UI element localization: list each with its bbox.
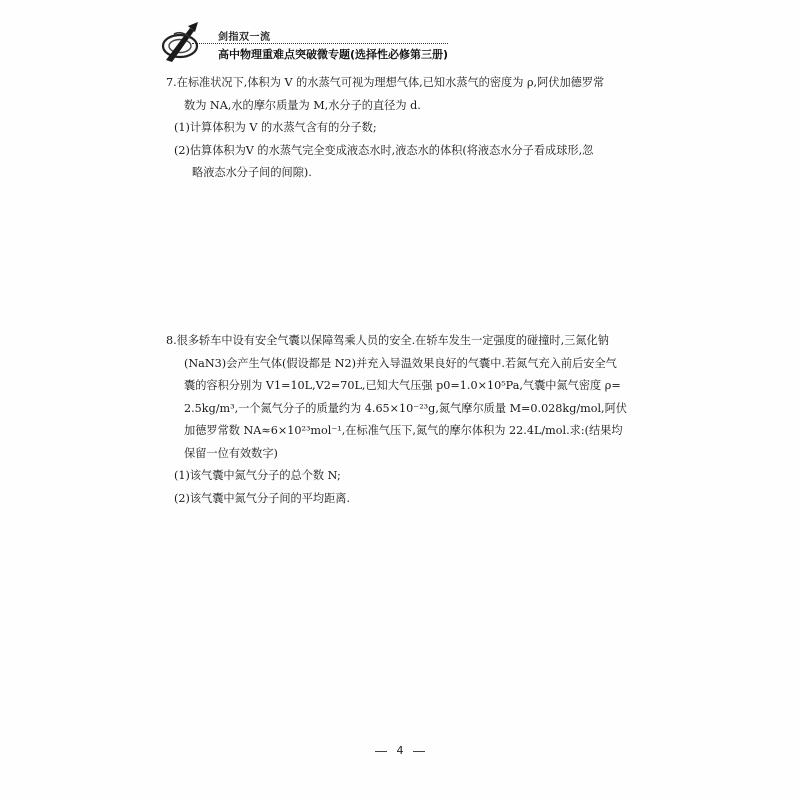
question-8-line-6: 保留一位有效数字) xyxy=(184,446,278,460)
page-header xyxy=(160,20,450,70)
page-footer xyxy=(0,744,800,757)
question-7 xyxy=(166,72,636,185)
page-number: 4 xyxy=(396,744,404,757)
question-7-part-1: (1)计算体积为 V 的水蒸气含有的分子数; xyxy=(174,121,377,134)
question-8-line-2: (NaN3)会产生气体(假设都是 N2)并充入导温效果良好的气囊中.若氮气充入前后安全气 xyxy=(184,356,617,370)
header-divider xyxy=(192,43,448,44)
question-7-stem-line-1: 7.在标准状况下,体积为 V 的水蒸气可视为理想气体,已知水蒸气的密度为 ρ,阿伏加德罗常 xyxy=(166,76,605,89)
question-8-line-4: 2.5kg/m³,一个氮气分子的质量约为 4.65×10⁻²³g,氮气摩尔质量 M=0.028kg/mol,阿伏 xyxy=(184,401,627,415)
question-8-part-1: (1)该气囊中氮气分子的总个数 N; xyxy=(174,469,341,482)
question-8 xyxy=(166,330,636,510)
question-8-part-2: (2)该气囊中氮气分子间的平均距离. xyxy=(174,491,351,505)
book-title: 高中物理重难点突破微专题(选择性必修第三册) xyxy=(218,48,449,61)
footer-dash-left xyxy=(375,751,387,752)
question-7-part-2-line-2: 略液态水分子间的间隙). xyxy=(192,166,312,179)
question-7-stem-line-2: 数为 NA,水的摩尔质量为 M,水分子的直径为 d. xyxy=(184,98,421,112)
footer-dash-right xyxy=(413,751,425,752)
question-8-line-5: 加德罗常数 NA≈6×10²³mol⁻¹,在标准气压下,氮气的摩尔体积为 22.4L/mol.求:(结果均 xyxy=(184,424,623,437)
brand-name: 剑指双一流 xyxy=(218,32,271,43)
question-8-line-1: 8.很多轿车中设有安全气囊以保障驾乘人员的安全.在轿车发生一定强度的碰撞时,三氮化钠 xyxy=(166,334,609,347)
question-7-part-2-line-1: (2)估算体积为V 的水蒸气完全变成液态水时,液态水的体积(将液态水分子看成球形,忽 xyxy=(174,143,594,157)
question-8-line-3: 囊的容积分别为 V1=10L,V2=70L,已知大气压强 p0=1.0×10⁵Pa,气囊中氮气密度 ρ= xyxy=(184,379,621,392)
logo-icon xyxy=(160,20,206,64)
